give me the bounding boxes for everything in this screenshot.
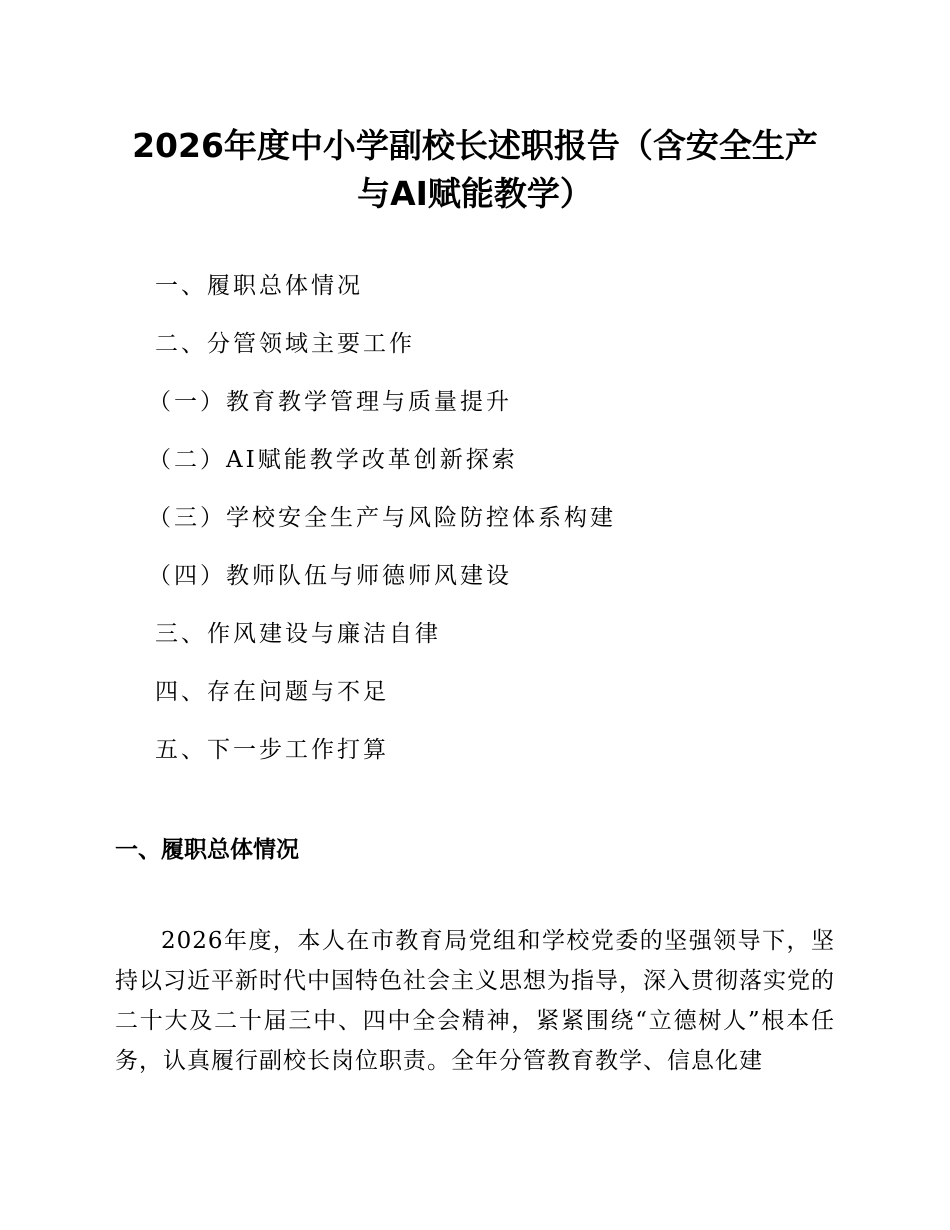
toc-item: （二）AI赋能教学改革创新探索	[148, 447, 518, 473]
toc-item: （四）教师队伍与师德师风建设	[148, 563, 512, 589]
toc-item: 四、存在问题与不足	[155, 679, 389, 705]
title-line-1: 2026年度中小学副校长述职报告（含安全生产	[132, 126, 818, 165]
toc-item: 二、分管领域主要工作	[155, 331, 415, 357]
toc-item: 一、履职总体情况	[155, 273, 363, 299]
title-line-2: 与AI赋能教学）	[357, 174, 593, 213]
toc-item: 五、下一步工作打算	[155, 737, 389, 763]
section-heading: 一、履职总体情况	[115, 837, 299, 863]
document-title	[110, 122, 840, 218]
toc-item: （一）教育教学管理与质量提升	[148, 389, 512, 415]
toc-item: 三、作风建设与廉洁自律	[155, 621, 441, 647]
body-paragraph: 2026年度，本人在市教育局党组和学校党委的坚强领导下，坚持以习近平新时代中国特色社会主义思想为指导，深入贯彻落实党的二十大及二十届三中、四中全会精神，紧紧围绕“立德树人”根本任务，认真履行副校长岗位职责。全年分管教育教学、信息化建	[115, 928, 835, 1074]
toc-item: （三）学校安全生产与风险防控体系构建	[148, 505, 616, 531]
